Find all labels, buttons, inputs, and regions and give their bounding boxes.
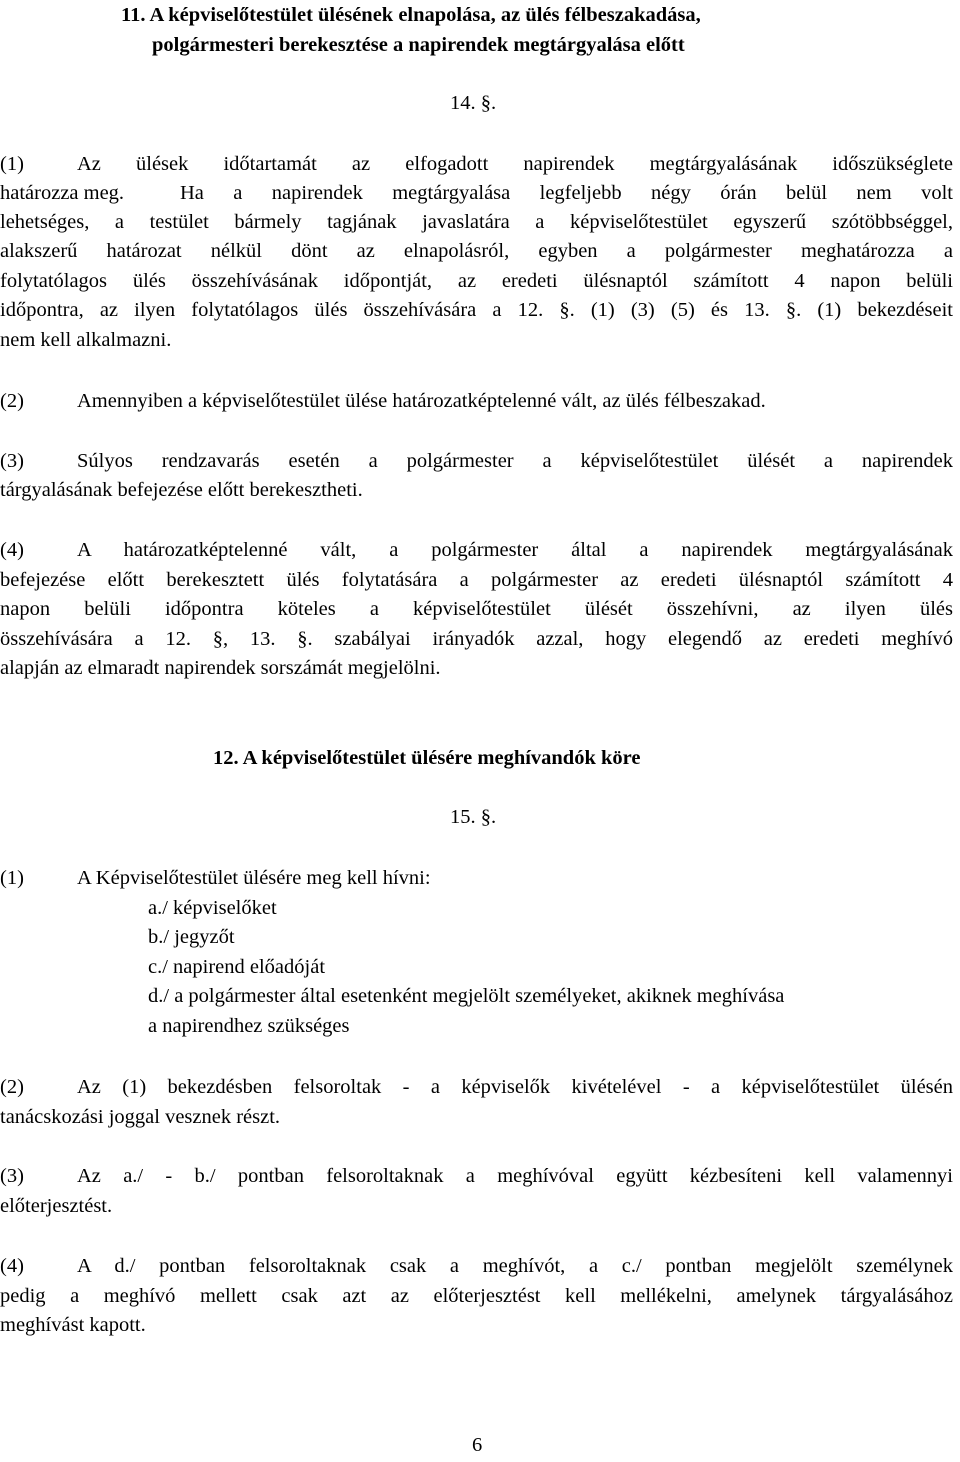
list-item-d-continued: a napirendhez szükséges — [148, 1015, 350, 1037]
p11-4-line4: összehívására a 12. §, 13. §. szabályai irányadók azzal, hogy elegendő az eredeti meghívó — [0, 628, 953, 650]
section-11-heading-line1: 11. A képviselőtestület ülésének elnapolása, az ülés félbeszakadása, — [121, 4, 701, 26]
page-number: 6 — [472, 1434, 483, 1456]
p11-4-line3: napon belüli időpontra köteles a képviselőtestület ülését összehívni, az ilyen ülés — [0, 598, 953, 620]
p11-1-line2a: határozza meg. — [0, 182, 125, 204]
p11-4-line2: befejezése előtt berekesztett ülés folytatására a polgármester az eredeti ülésnaptól számított 4 — [0, 569, 953, 591]
p11-1-line7: nem kell alkalmazni. — [0, 329, 172, 351]
p11-1-line6: időpontra, az ilyen folytatólagos ülés összehívására a 12. §. (1) (3) (5) és 13. §. (1) bekezdéseit — [0, 299, 953, 321]
p12-1-number: (1) — [0, 867, 24, 889]
p11-3-line2: tárgyalásának befejezése előtt berekesztheti. — [0, 479, 363, 501]
p12-3-number: (3) — [0, 1165, 24, 1187]
p11-3-line1: Súlyos rendzavarás esetén a polgármester a képviselőtestület ülését a napirendek — [77, 450, 953, 472]
p11-4-line1: A határozatképtelenné vált, a polgármester által a napirendek megtárgyalásának — [77, 539, 953, 561]
p12-2-number: (2) — [0, 1076, 24, 1098]
p11-1-line2b: Ha a napirendek megtárgyalása legfeljebb négy órán belül nem volt — [180, 182, 953, 204]
p11-1-line4: alakszerű határozat nélkül dönt az elnapolásról, egyben a polgármester meghatározza a — [0, 240, 953, 262]
list-item-a: a./ képviselőket — [148, 897, 277, 919]
p12-4-line2: pedig a meghívó mellett csak azt az előterjesztést kell mellékelni, amelynek tárgyalásához — [0, 1285, 953, 1307]
p11-2-number: (2) — [0, 390, 24, 412]
paragraph-number-14: 14. §. — [450, 92, 497, 114]
p12-4-number: (4) — [0, 1255, 24, 1277]
p12-1-line1: A Képviselőtestület ülésére meg kell hívni: — [77, 867, 431, 889]
list-item-b: b./ jegyzőt — [148, 926, 235, 948]
list-item-d: d./ a polgármester által esetenként megjelölt személyeket, akiknek meghívása — [148, 985, 785, 1007]
section-11-heading-line2: polgármesteri berekesztése a napirendek megtárgyalása előtt — [152, 34, 685, 56]
p12-2-line1: Az (1) bekezdésben felsoroltak - a képviselők kivételével - a képviselőtestület ülésén — [77, 1076, 953, 1098]
list-item-c: c./ napirend előadóját — [148, 956, 326, 978]
p11-3-number: (3) — [0, 450, 24, 472]
p11-1-number: (1) — [0, 153, 24, 175]
p12-3-line2: előterjesztést. — [0, 1195, 113, 1217]
p11-4-line5: alapján az elmaradt napirendek sorszámát megjelölni. — [0, 657, 441, 679]
p12-3-line1: Az a./ - b./ pontban felsoroltaknak a meghívóval együtt kézbesíteni kell valamennyi — [77, 1165, 953, 1187]
p11-4-number: (4) — [0, 539, 24, 561]
p11-2-line1: Amennyiben a képviselőtestület ülése határozatképtelenné vált, az ülés félbeszakad. — [77, 390, 766, 412]
p11-1-line3: lehetséges, a testület bármely tagjának javaslatára a képviselőtestület egyszerű szótöbbséggel, — [0, 211, 953, 233]
p11-1-line5: folytatólagos ülés összehívásának időpontját, az eredeti ülésnaptól számított 4 napon belüli — [0, 270, 953, 292]
p12-4-line3: meghívást kapott. — [0, 1314, 146, 1336]
section-12-heading: 12. A képviselőtestület ülésére meghívandók köre — [213, 747, 641, 769]
p12-2-line2: tanácskozási joggal vesznek részt. — [0, 1106, 281, 1128]
p11-1-line1: Az ülések időtartamát az elfogadott napirendek megtárgyalásának időszükséglete — [77, 153, 953, 175]
p12-4-line1: A d./ pontban felsoroltaknak csak a meghívót, a c./ pontban megjelölt személynek — [77, 1255, 953, 1277]
paragraph-number-15: 15. §. — [450, 806, 497, 828]
